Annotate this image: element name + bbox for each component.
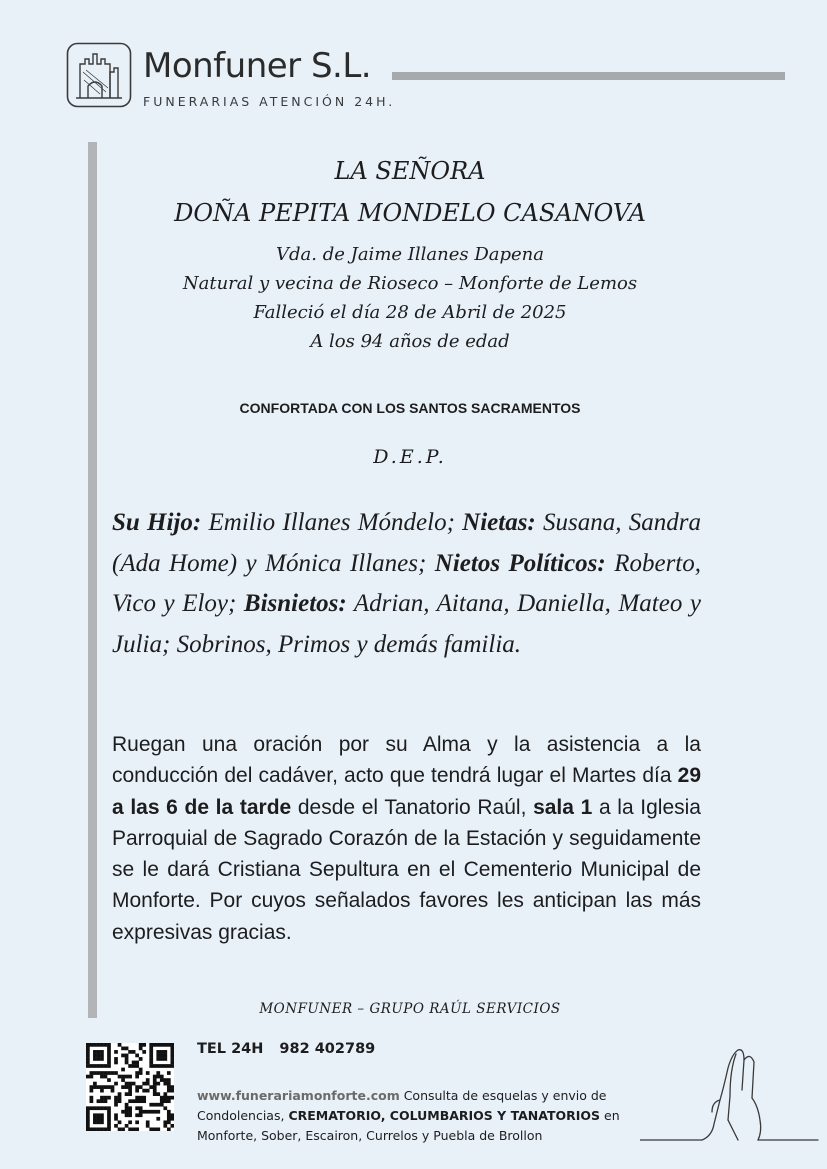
title-senora: LA SEÑORA [334, 157, 486, 185]
notice-part1: Ruegan una oración por su Alma y la asistencia a la conducción del cadáver, acto que tendrá lugar el Martes día [112, 733, 701, 788]
bisnietos-label: Bisnietos: [243, 590, 347, 617]
widow-line: Vda. de Jaime Illanes Dapena [276, 244, 544, 265]
contact-text-1: Consulta de esquelas y envio de Condolencias, [197, 1088, 607, 1123]
notice-time: 29 a las 6 de la tarde [112, 764, 701, 819]
services-text: CREMATORIO, COLUMBARIOS Y TANATORIOS [288, 1108, 601, 1123]
hijo-names: Emilio Illanes Móndelo; [201, 509, 463, 536]
notice-part2: desde el Tanatorio Raúl, [291, 795, 534, 819]
castle-tower-logo-icon [66, 42, 132, 108]
header-rule [392, 72, 785, 80]
hijo-label: Su Hijo: [112, 509, 202, 536]
left-margin-rule [88, 142, 97, 1018]
family-paragraph [112, 503, 701, 665]
sacraments-line: CONFORTADA CON LOS SANTOS SACRAMENTOS [239, 400, 581, 416]
dep-line: D.E.P. [373, 446, 447, 468]
notice-room: sala 1 [533, 795, 593, 819]
nietas-names: Susana, Sandra (Ada Home) y Mónica Illanes; [112, 509, 701, 577]
age-line: A los 94 años de edad [310, 331, 510, 352]
origin-line: Natural y vecina de Rioseco – Monforte de Lemos [182, 273, 638, 294]
nietos-names: Roberto, Vico y Eloy; [112, 549, 701, 617]
footer-group-name: MONFUNER – GRUPO RAÚL SERVICIOS [259, 1001, 561, 1017]
qr-code-icon [86, 1043, 174, 1131]
website-link[interactable]: www.funerariamonforte.com [197, 1088, 400, 1103]
deceased-name: DOÑA PEPITA MONDELO CASANOVA [174, 199, 646, 227]
death-date-line: Falleció el día 28 de Abril de 2025 [253, 302, 567, 323]
praying-hands-icon [640, 1040, 820, 1152]
phone-number[interactable]: 982 402789 [279, 1041, 376, 1057]
nietas-label: Nietas: [462, 509, 536, 536]
contact-text-2: en Monforte, Sober, Escairon, Currelos y Puebla de Brollon [197, 1108, 620, 1143]
notice-part3: a la Iglesia Parroquial de Sagrado Corazón de la Estación y seguidamente se le dará Cristiana Sepultura en el Cementerio Municipal de Monforte. Por cuyos señalados favores les anticipan las más expresivas gracias. [112, 795, 701, 944]
brand-name: Monfuner S.L. [143, 46, 372, 86]
phone-line [197, 1041, 375, 1057]
phone-label: TEL 24H [197, 1041, 264, 1057]
nietos-label: Nietos Políticos: [434, 549, 606, 577]
bisnietos-names: Adrian, Aitana, Daniella, Mateo y Julia; Sobrinos, Primos y demás familia. [112, 590, 701, 658]
funeral-notice [112, 729, 701, 948]
brand-tagline: FUNERARIAS ATENCIÓN 24H. [143, 94, 396, 109]
contact-paragraph [197, 1086, 667, 1146]
